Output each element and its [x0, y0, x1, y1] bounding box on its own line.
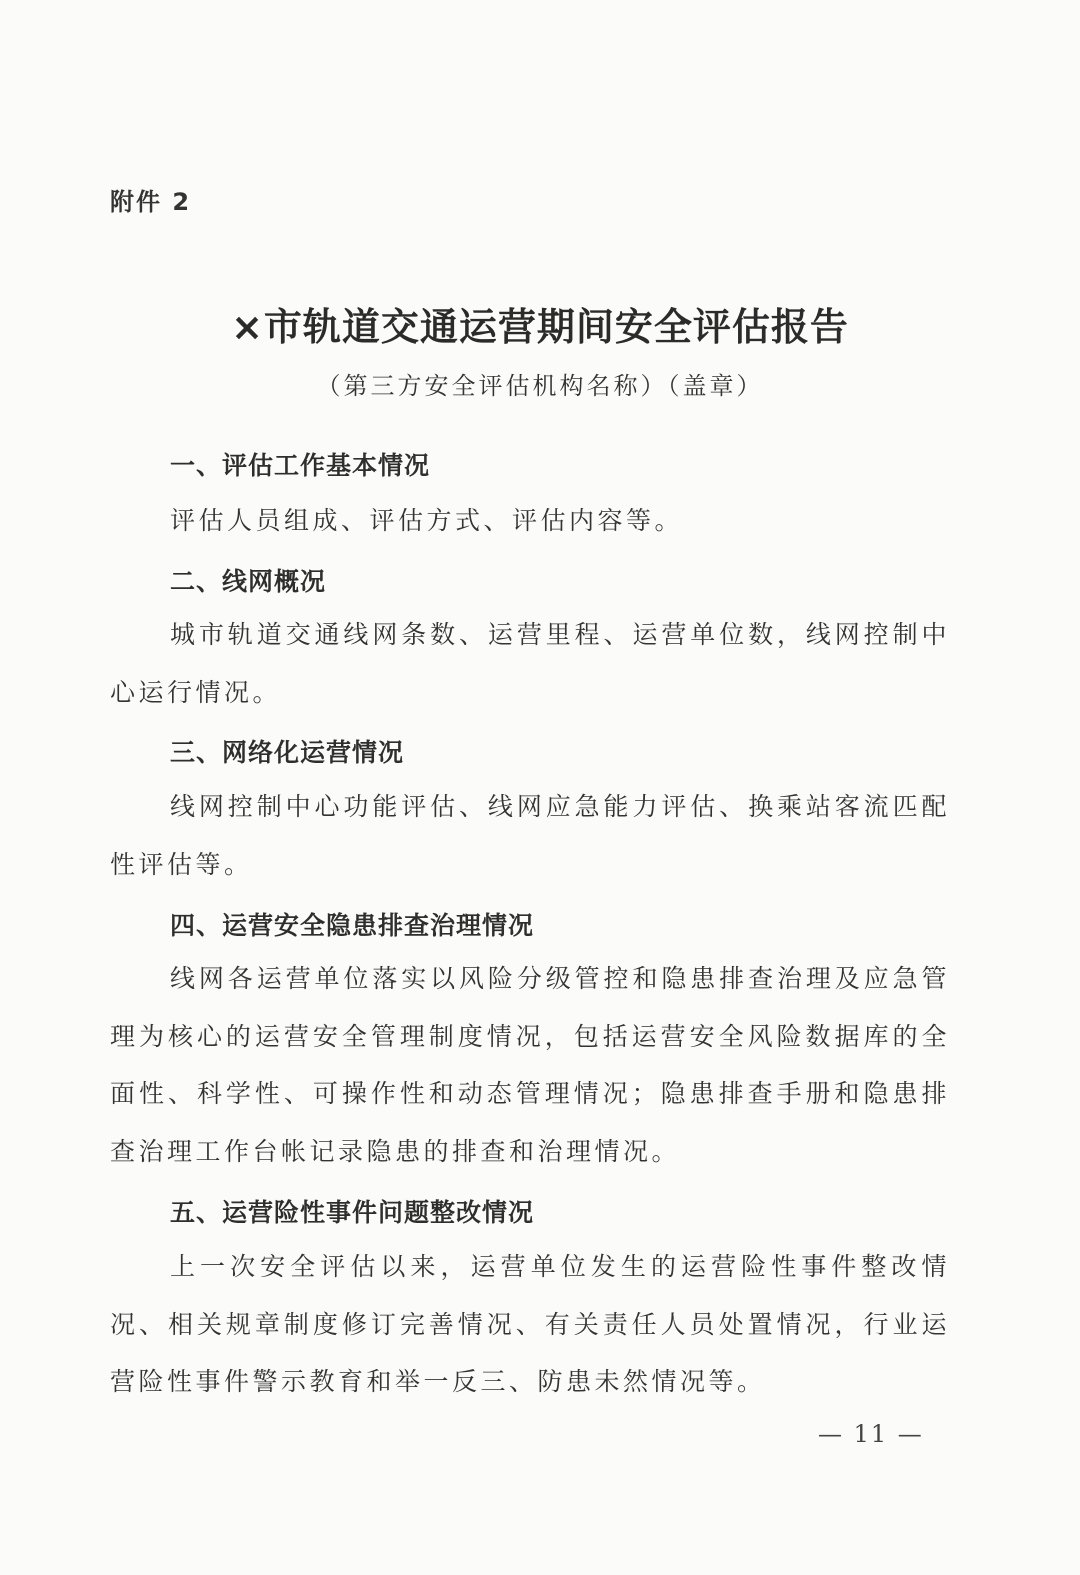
report-title: ×市轨道交通运营期间安全评估报告 — [231, 305, 849, 349]
section-body-1: 评估人员组成、评估方式、评估内容等。 — [170, 506, 684, 535]
section-heading-1: 一、评估工作基本情况 — [170, 451, 431, 480]
section-heading-4: 四、运营安全隐患排查治理情况 — [170, 911, 535, 940]
section-body-3: 线网控制中心功能评估、线网应急能力评估、换乘站客流匹配性评估等。 — [110, 792, 950, 879]
attachment-label: 附件 2 — [110, 188, 192, 216]
report-subtitle: （第三方安全评估机构名称）（盖章） — [316, 372, 764, 400]
section-body-5: 上一次安全评估以来，运营单位发生的运营险性事件整改情况、相关规章制度修订完善情况、有关责任人员处置情况，行业运营险性事件警示教育和举一反三、防患未然情况等。 — [110, 1252, 950, 1396]
page-number: — 11 — — [818, 1420, 924, 1448]
section-heading-2: 二、线网概况 — [170, 567, 327, 596]
section-heading-3: 三、网络化运营情况 — [170, 738, 405, 767]
section-body-2: 城市轨道交通线网条数、运营里程、运营单位数，线网控制中心运行情况。 — [110, 620, 950, 707]
section-body-4: 线网各运营单位落实以风险分级管控和隐患排查治理及应急管理为核心的运营安全管理制度情况，包括运营安全风险数据库的全面性、科学性、可操作性和动态管理情况；隐患排查手册和隐患排查治理工作台帐记录隐患的排查和治理情况。 — [110, 964, 950, 1166]
section-heading-5: 五、运营险性事件问题整改情况 — [170, 1198, 535, 1227]
